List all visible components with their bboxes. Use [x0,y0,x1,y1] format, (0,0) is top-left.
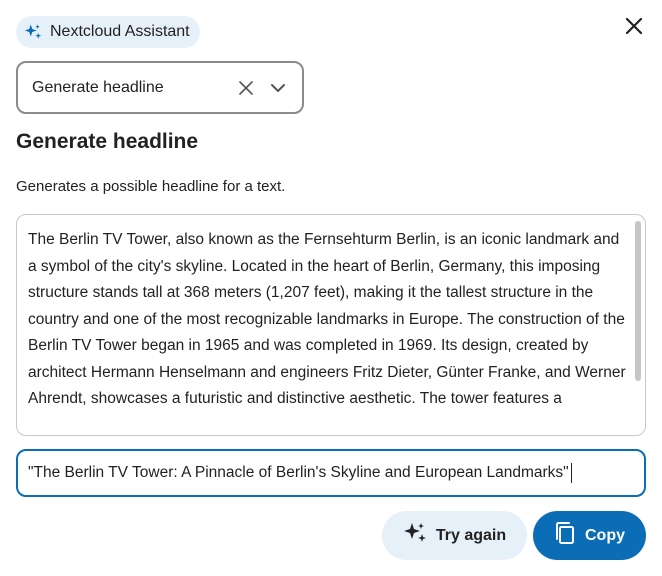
clear-icon[interactable] [236,78,256,98]
input-textarea[interactable] [16,214,646,436]
copy-button[interactable] [533,511,646,560]
app-badge-label: Nextcloud Assistant [50,23,190,40]
text-caret [571,463,572,483]
task-select[interactable] [16,61,304,114]
try-again-label: Try again [435,526,507,544]
input-text: The Berlin TV Tower, also known as the Fernsehturm Berlin, is an iconic landmark and a symbol of the city's skyline. Located in the heart of Berlin, Germany, this imposing structure stands tall at 368 meters (1,207 feet), making it the tallest structure in the country and one of the most recognizable landmarks in Europe. The construction of the Berlin TV Tower began in 1965 and was completed in 1969. Its design, created by architect Hermann Henselmann and engineers Fritz Dieter, Günter Franke, and Werner Ahrendt, showcases a futuristic and distinctive aesthetic. The tower features a [28,231,626,407]
copy-label: Copy [585,526,625,544]
app-badge [16,16,200,48]
try-again-button[interactable] [382,511,527,560]
task-title: Generate headline [16,130,199,153]
chevron-down-icon[interactable] [268,78,288,98]
output-field[interactable] [16,449,646,497]
close-button[interactable] [618,12,650,44]
output-text: "The Berlin TV Tower: A Pinnacle of Berlin's Skyline and European Landmarks" [28,464,569,481]
sparkles-icon [403,521,427,550]
close-icon [625,17,643,40]
sparkles-icon [24,23,42,41]
copy-icon [554,521,576,550]
task-description: Generates a possible headline for a text. [16,178,286,195]
scrollbar-thumb[interactable] [635,221,641,381]
task-select-value: Generate headline [32,78,164,96]
